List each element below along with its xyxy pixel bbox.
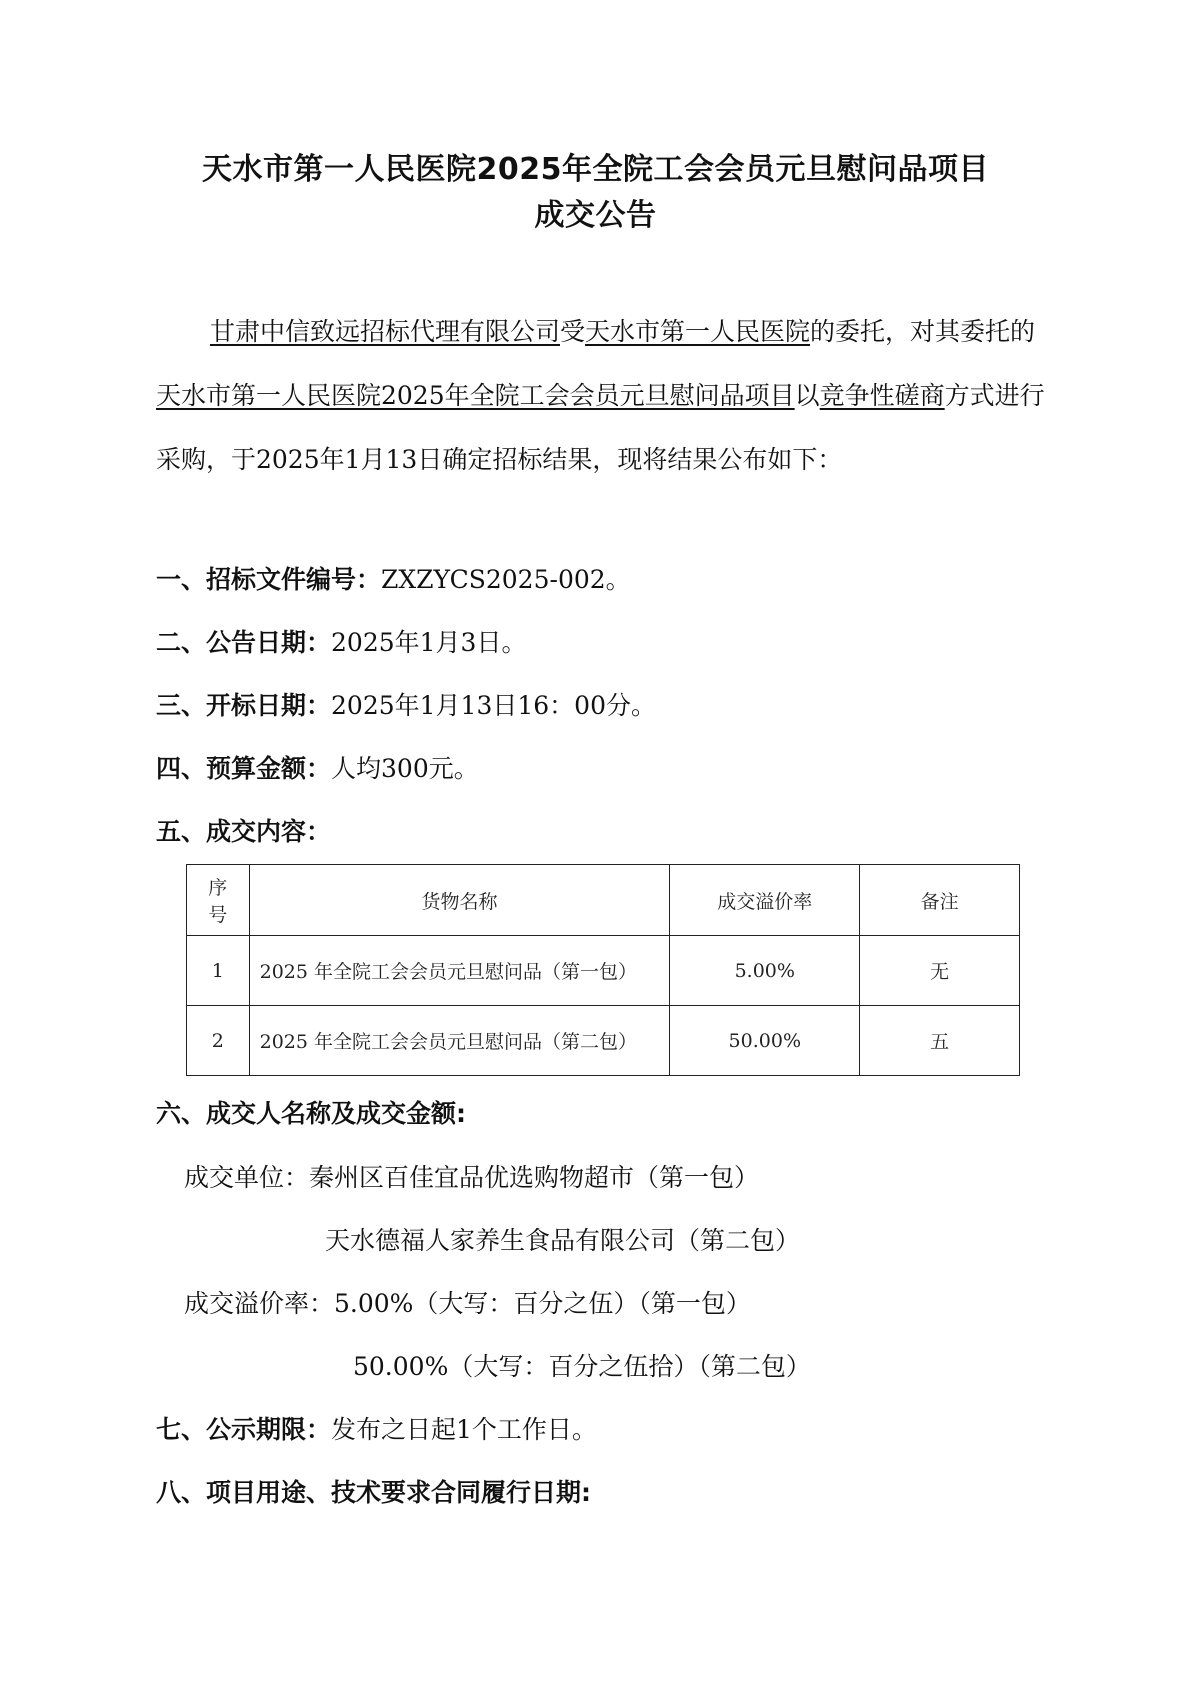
project-name: 天水市第一人民医院2025年全院工会会员元旦慰问品项目 [156, 381, 795, 410]
notice-date-item [156, 625, 526, 661]
row-premium-rate: 5.00% [670, 936, 860, 1006]
procurement-method: 竞争性磋商 [819, 381, 945, 410]
row-goods-name: 2025 年全院工会会员元旦慰问品（第一包） [249, 936, 670, 1006]
intro-text-1: 受 [560, 317, 586, 346]
period-value: 发布之日起1个工作日。 [331, 1415, 597, 1444]
notice-date-heading: 二、公告日期： [156, 628, 332, 657]
usage-item [156, 1475, 591, 1511]
row-remark: 无 [860, 936, 1020, 1006]
winner-heading: 六、成交人名称及成交金额: [156, 1099, 466, 1128]
usage-heading: 八、项目用途、技术要求合同履行日期: [156, 1478, 591, 1507]
client-name: 天水市第一人民医院 [585, 317, 811, 346]
doc-number-value: ZXZYCS2025-002。 [381, 565, 631, 594]
intro-paragraph [156, 300, 1051, 492]
content-item [156, 814, 331, 850]
doc-number-item [156, 562, 631, 598]
table-header-row [187, 865, 1020, 936]
winner-unit-1: 秦州区百佳宜品优选购物超市（第一包） [309, 1163, 760, 1192]
table-row [187, 936, 1020, 1006]
budget-item [156, 751, 479, 787]
row-premium-rate: 50.00% [670, 1006, 860, 1076]
row-goods-name: 2025 年全院工会会员元旦慰问品（第二包） [249, 1006, 670, 1076]
budget-heading: 四、预算金额： [156, 754, 332, 783]
winner-rate-1: 5.00%（大写：百分之伍）（第一包） [334, 1289, 751, 1318]
row-seq: 1 [187, 936, 250, 1006]
result-table [186, 864, 1020, 1076]
notice-date-value: 2025年1月3日。 [331, 628, 527, 657]
open-date-heading: 三、开标日期： [156, 691, 332, 720]
intro-text-4: 方式进行采购，于2025年1月13日确定招标结果，现将结果公布如下： [156, 381, 1045, 474]
doc-number-heading: 一、招标文件编号： [156, 565, 382, 594]
budget-value: 人均300元。 [331, 754, 479, 783]
open-date-item [156, 688, 656, 724]
winner-rate-label: 成交溢价率： [184, 1289, 335, 1318]
header-premium-rate: 成交溢价率 [670, 865, 860, 936]
header-seq: 序 号 [187, 865, 250, 936]
header-remark: 备注 [860, 865, 1020, 936]
winner-rate-2: 50.00%（大写：百分之伍拾）（第二包） [353, 1352, 811, 1381]
period-item [156, 1412, 597, 1448]
winner-unit-line-2 [325, 1223, 800, 1259]
document-title: 天水市第一人民医院2025年全院工会会员元旦慰问品项目 [202, 152, 989, 187]
table-row [187, 1006, 1020, 1076]
intro-text-3: 以 [794, 381, 820, 410]
winner-unit-2: 天水德福人家养生食品有限公司（第二包） [325, 1226, 801, 1255]
agency-name: 甘肃中信致远招标代理有限公司 [210, 317, 561, 346]
winner-unit-line-1 [184, 1160, 759, 1196]
winner-rate-line-2 [353, 1349, 811, 1385]
period-heading: 七、公示期限： [156, 1415, 332, 1444]
row-remark: 五 [860, 1006, 1020, 1076]
winner-unit-label: 成交单位： [184, 1163, 310, 1192]
intro-text-2: 的委托，对其委托的 [810, 317, 1036, 346]
open-date-value: 2025年1月13日16：00分。 [331, 691, 656, 720]
winner-item [156, 1096, 466, 1132]
document-subtitle: 成交公告 [534, 198, 657, 233]
header-goods-name: 货物名称 [249, 865, 670, 936]
row-seq: 2 [187, 1006, 250, 1076]
content-heading: 五、成交内容： [156, 817, 332, 846]
winner-rate-line-1 [184, 1286, 751, 1322]
